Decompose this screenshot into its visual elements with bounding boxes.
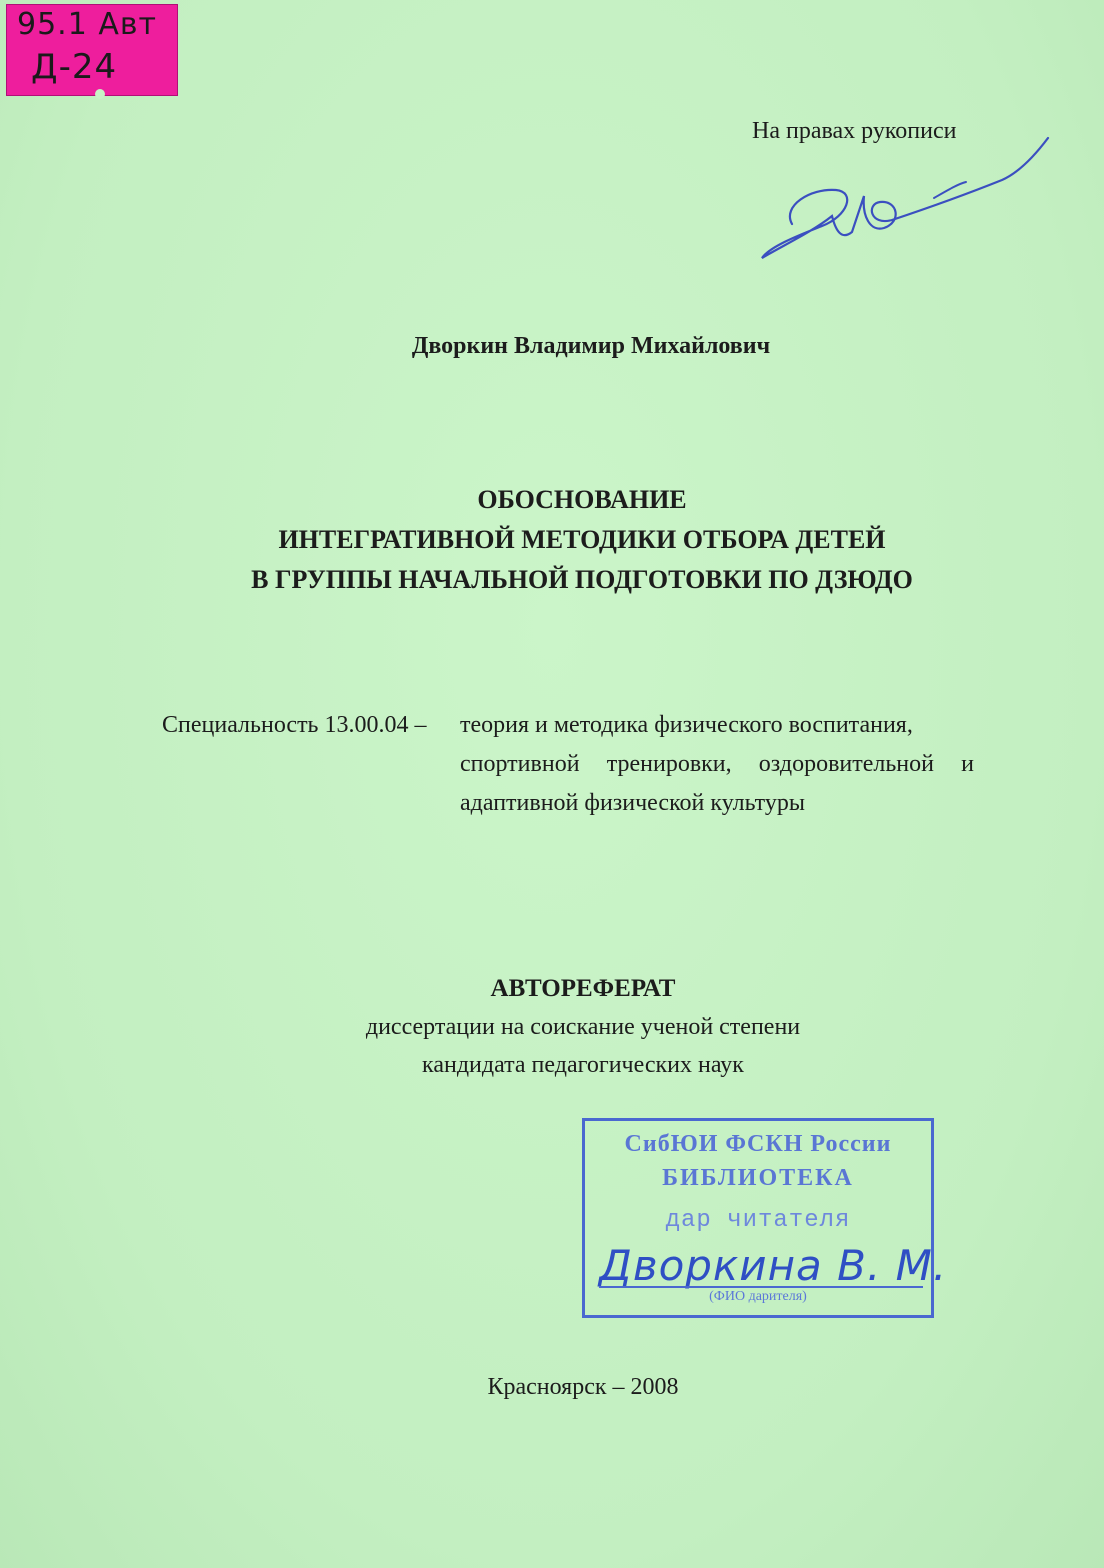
title-line-2: ИНТЕГРАТИВНОЙ МЕТОДИКИ ОТБОРА ДЕТЕЙ	[278, 525, 886, 554]
author-name: Дворкин Владимир Михайлович	[411, 333, 771, 359]
abstract-heading: АВТОРЕФЕРАТ	[490, 975, 676, 1002]
stamp-underline	[599, 1286, 923, 1288]
title-line-1: ОБОСНОВАНИЕ	[477, 485, 687, 514]
library-stamp	[582, 1118, 948, 1318]
stamp-gift-note: дар читателя	[665, 1207, 851, 1234]
specialty-line-3: адаптивной физической культуры	[460, 790, 805, 816]
specialty-description	[460, 706, 974, 823]
dissertation-title	[0, 480, 1104, 600]
sticker-hole	[95, 89, 105, 99]
library-shelf-sticker	[6, 4, 178, 96]
stamp-donor-handwritten: Дворкина В. М.	[599, 1241, 948, 1290]
sticker-line-2: Д-24	[31, 47, 118, 87]
specialty-line-1: теория и методика физического воспитания,	[460, 712, 913, 738]
author-signature	[752, 136, 1052, 276]
stamp-library: БИБЛИОТЕКА	[662, 1165, 854, 1191]
rights-notice: На правах рукописи	[752, 118, 957, 144]
specialty-line-2: спортивной тренировки, оздоровительной и	[460, 751, 974, 777]
stamp-caption: (ФИО дарителя)	[709, 1289, 807, 1304]
abstract-block	[0, 970, 1104, 1084]
sticker-line-1: 95.1 Авт	[17, 7, 158, 42]
abstract-line-2: кандидата педагогических наук	[422, 1052, 744, 1078]
specialty-label: Специальность 13.00.04 –	[162, 712, 427, 738]
city-year: Красноярск – 2008	[487, 1374, 679, 1400]
abstract-line-1: диссертации на соискание ученой степени	[365, 1014, 801, 1040]
title-line-3: В ГРУППЫ НАЧАЛЬНОЙ ПОДГОТОВКИ ПО ДЗЮДО	[251, 565, 913, 594]
stamp-organization: СибЮИ ФСКН России	[624, 1131, 892, 1157]
